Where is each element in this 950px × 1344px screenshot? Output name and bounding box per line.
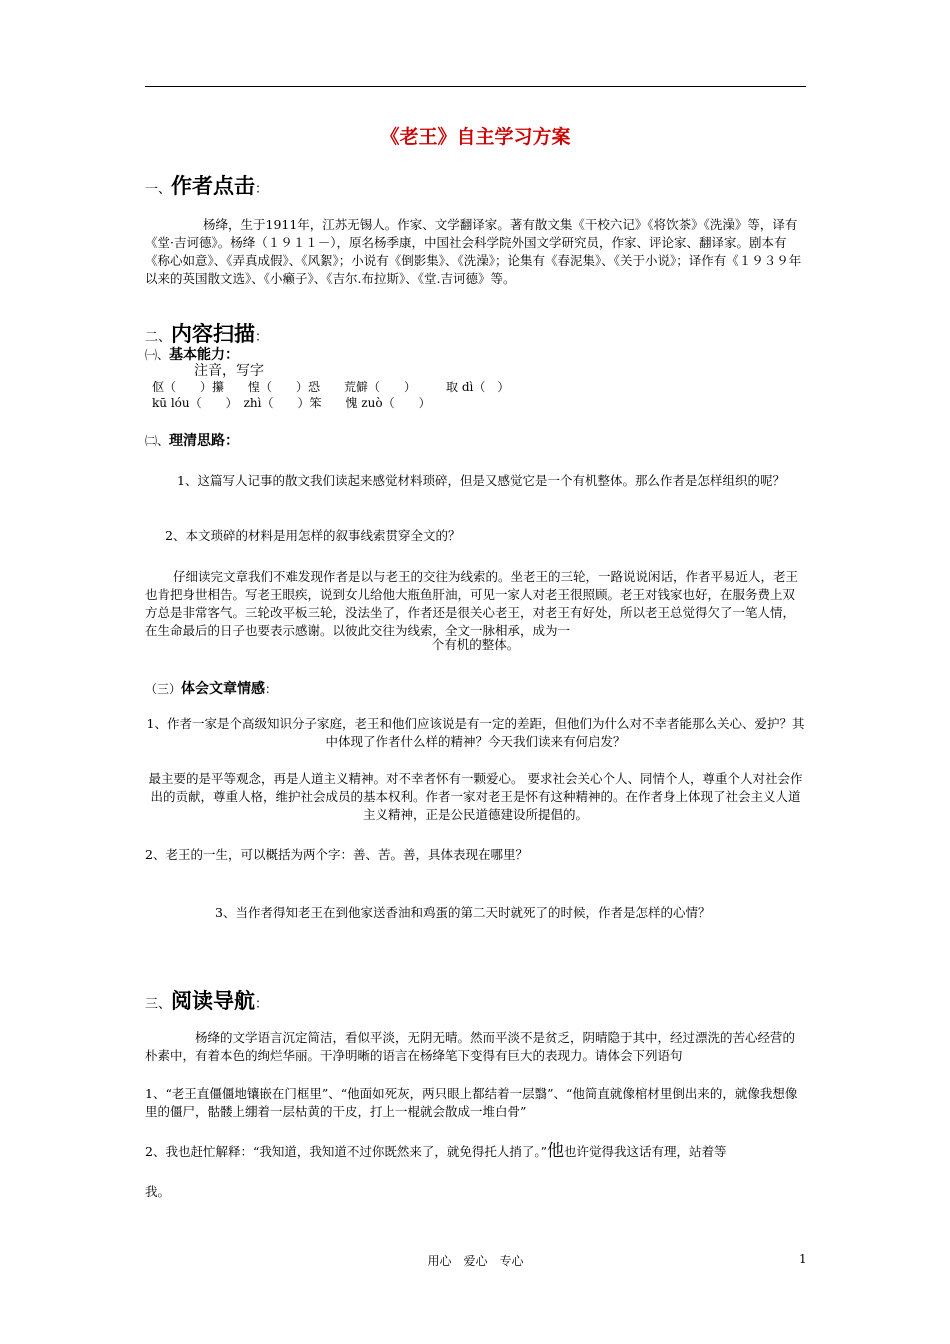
reading-item-2 (145, 1142, 806, 1161)
section-colon: ： (255, 330, 269, 345)
sub-colon: ： (265, 682, 278, 696)
section-colon: ： (255, 182, 269, 197)
question-3: 1、作者一家是个高级知识分子家庭，老王和他们应该说是有一定的差距，但他们为什么对不幸者能那么关心、爱护？其中体现了作者什么样的精神？今天我们读来有何启发？ (146, 716, 805, 749)
reading-item-2-text-c: 也许觉得我这话有理，站着等 (564, 1144, 727, 1159)
reading-paragraph: 杨绛的文学语言沉定简洁，看似平淡，无阴无晴。然而平淡不是贫乏，阴晴隐于其中，经过漂洗的苦心经营的朴素中，有着本色的绚烂华丽。干净明晰的语言在杨绛笔下变得有巨大的表现力。请体会下列语句 (145, 1030, 796, 1063)
section-title: 内容扫描 (171, 322, 256, 346)
phonetic-title: 注音，写字 (194, 363, 264, 379)
answer-2: 仔细读完文章我们不难发现作者是以与老王的交往为线索的。坐老王的三轮，一路说说闲话，作者平易近人，老王也肯把身世相告。写老王眼疾，说到女儿给他大瓶鱼肝油，可见一家人对老王很照顾。老王对钱家也好，在服务费上双方总是非常客气。三轮改平板三轮，没法坐了，作者还是很关心老王，对老王有好处，所以老王总觉得欠了一笔人情，在生命最后的日子也要表示感谢。以彼此交往为线索，全文一脉相承，成为一 (145, 569, 799, 638)
page-title: 《老王》自主学习方案 (380, 126, 571, 148)
subheading-clarify-thought (145, 430, 239, 450)
section-number: 二、 (145, 330, 172, 345)
section-title: 作者点击 (171, 174, 256, 198)
subheading-feel-emotion (145, 678, 277, 698)
reading-item-2-text-a: 2、我也赶忙解释：“我知道，我知道不过你既然来了，就免得托人捎了。” (145, 1144, 547, 1159)
question-5: 3、当作者得知老王在到他家送香油和鸡蛋的第二天时就死了的时候，作者是怎样的心情？ (215, 905, 711, 920)
reading-item-2-end: 我。 (145, 1184, 171, 1199)
author-paragraph: 杨绛，生于1911年，江苏无锡人。作家、文学翻译家。著有散文集《干校六记》《将饮茶》《洗澡》等，译有《堂·吉诃德》。杨绛（１９１１－），原名杨季康，中国社会科学院外国文学研究员，作家、评论家、翻译家。剧本有《称心如意》、《弄真成假》、《风絮》；小说有《倒影集》、《洗澡》；论集有《春泥集》、《关于小说》；译作有《１９３９年以来的英国散文选》、《小癞子》、《吉尔.布拉斯》、《堂.吉诃德》等。 (145, 217, 802, 286)
question-4: 2、老王的一生，可以概括为两个字：善、苦。善，具体表现在哪里？ (145, 847, 528, 862)
section-heading-reading-guide (145, 985, 268, 1015)
footer-slogan: 用心 爱心 专心 (427, 1254, 524, 1268)
question-2: 2、本文琐碎的材料是用怎样的叙事线索贯穿全文的？ (165, 528, 461, 543)
phonetic-line-2: kū lóu（ ） zhì（ ）笨 愧 zuò（ ） (152, 396, 431, 410)
sub-label: 体会文章情感 (181, 681, 266, 697)
section-heading-author (145, 170, 268, 200)
phonetic-line-1: 伛（ ）攥 惶（ ）恐 荒僻（ ） 取 dì（ ） (152, 380, 510, 394)
section-number: 三、 (145, 997, 172, 1012)
sub-label: 理清思路： (169, 433, 240, 449)
sub-label: 基本能力： (169, 347, 240, 363)
sub-number: （三） (145, 682, 182, 696)
reading-item-1: 1、“老王直僵僵地镶嵌在门框里”、“他面如死灰，两只眼上都结着一层翳”、“他简直就像棺材里倒出来的，就像我想像里的僵尸，骷髅上绷着一层枯黄的干皮，打上一棍就会散成一堆白骨” (145, 1086, 798, 1119)
answer-2-tail: 个有机的整体。 (431, 637, 520, 652)
sub-number: ㈠、 (145, 348, 170, 362)
page-number: 1 (799, 1252, 807, 1266)
section-number: 一、 (145, 182, 172, 197)
question-1: 1、这篇写人记事的散文我们读起来感觉材料琐碎，但是又感觉它是一个有机整体。那么作者是怎样组织的呢？ (177, 473, 785, 488)
section-colon: ： (255, 997, 269, 1012)
answer-3: 最主要的是平等观念，再是人道主义精神。对不幸者怀有一颗爱心。 要求社会关心个人、同情个人，尊重个人对社会作出的贡献，尊重人格，维护社会成员的基本权利。作者一家对老王是怀有这种精神的。在作者身上体现了社会主义人道主义精神，正是公民道德建设所提倡的。 (148, 771, 803, 822)
reading-item-2-big-char: 他 (547, 1141, 564, 1161)
header-rule (145, 86, 806, 87)
sub-number: ㈡、 (145, 434, 170, 448)
section-title: 阅读导航 (171, 989, 256, 1013)
